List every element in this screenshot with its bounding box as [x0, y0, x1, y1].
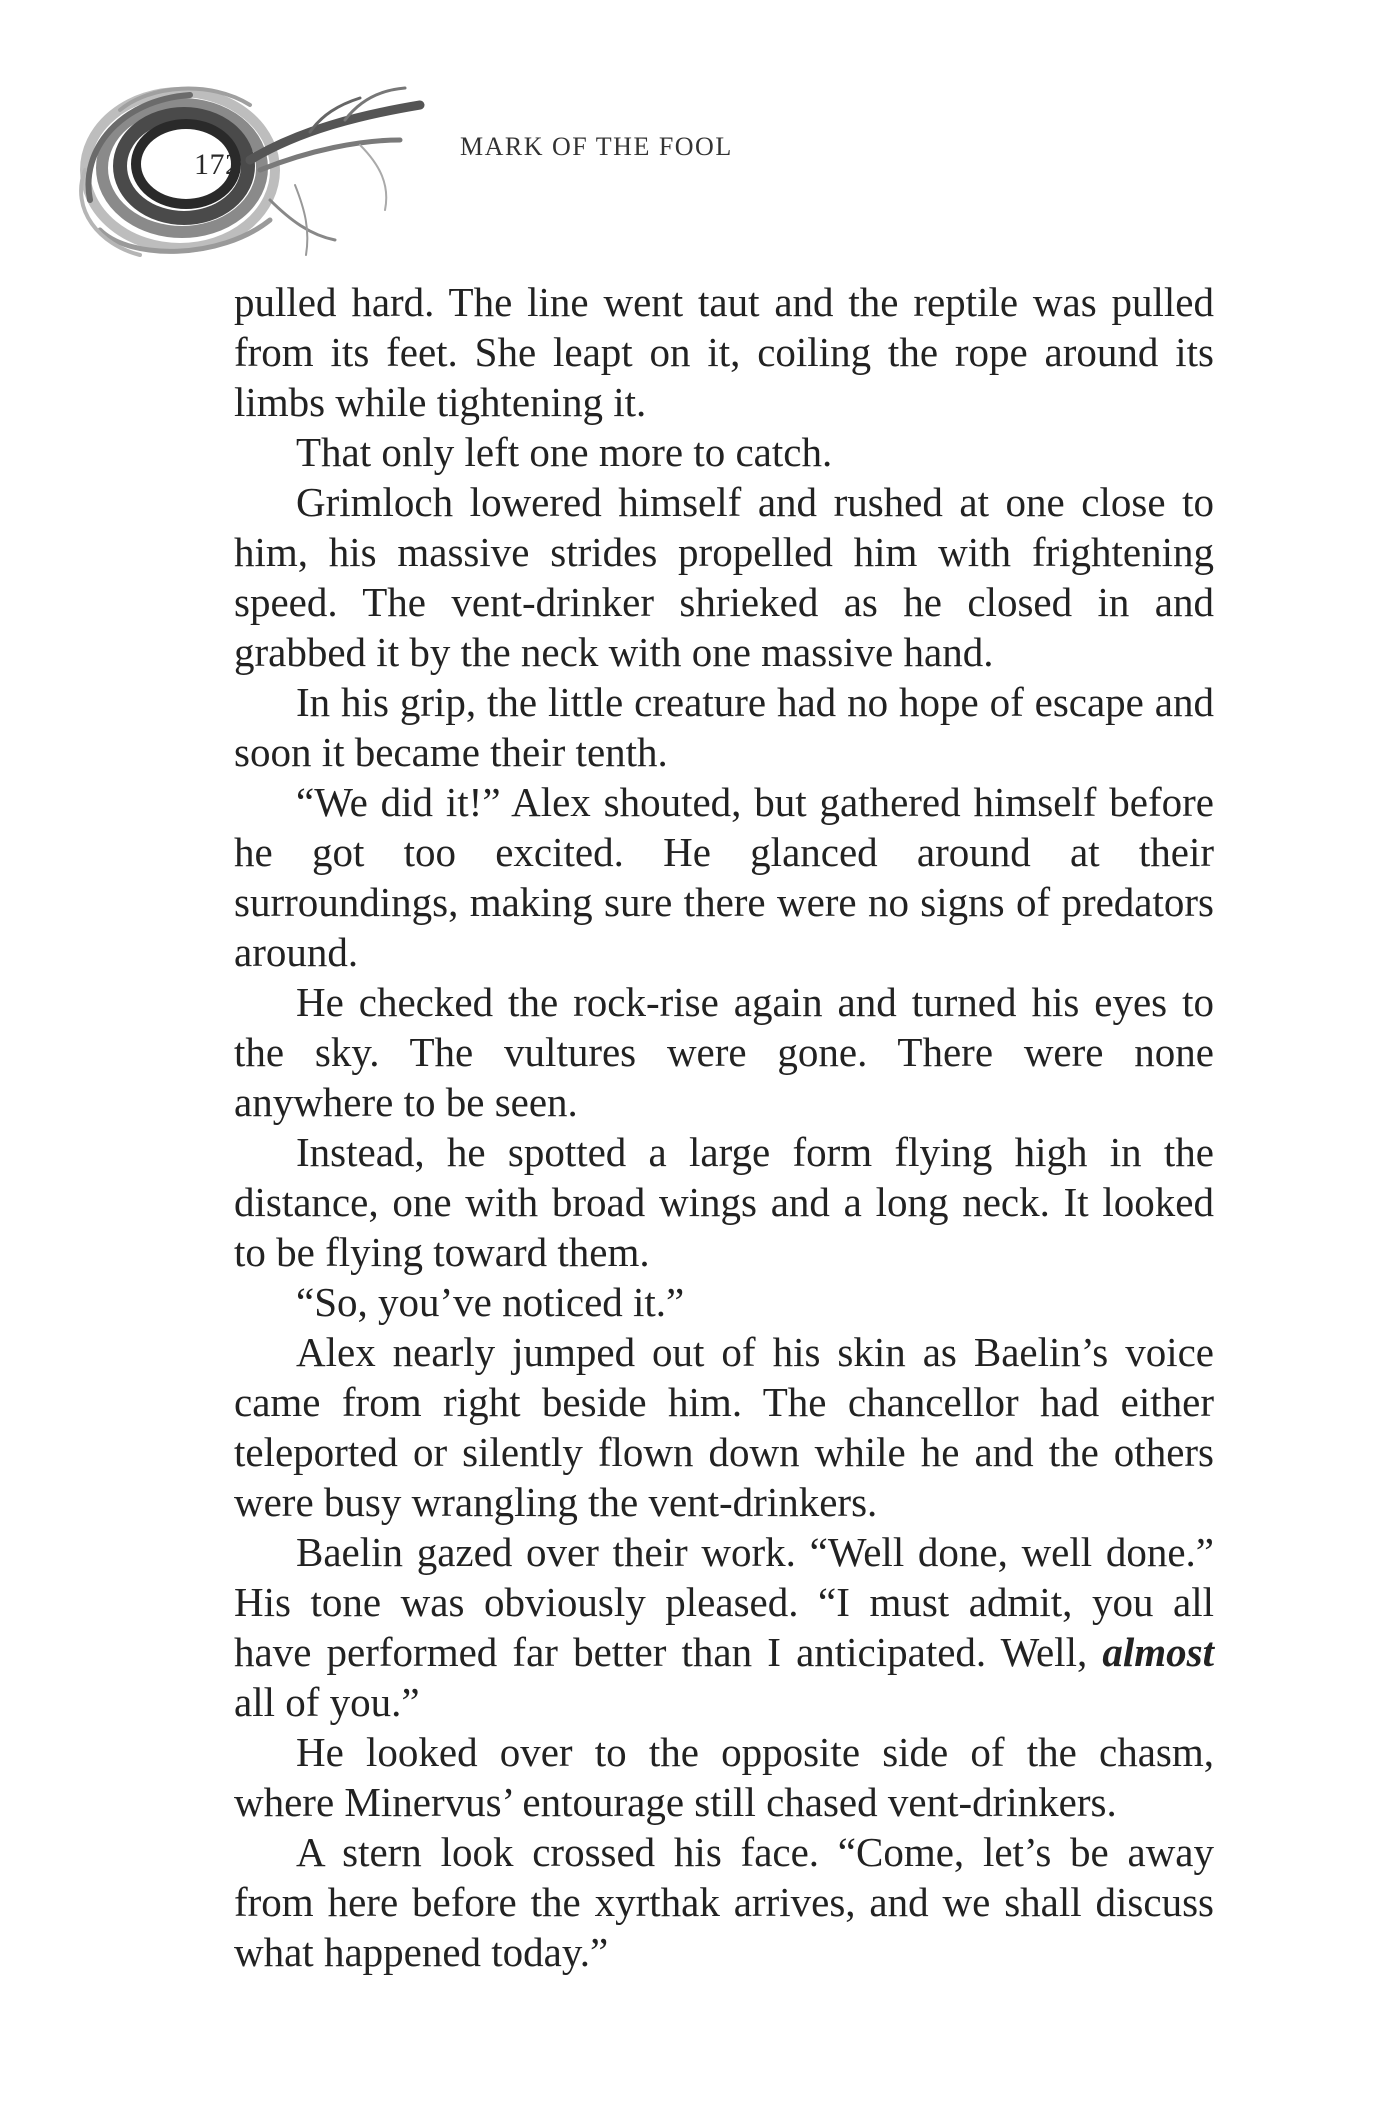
paragraph-text: Baelin gazed over their work. “Well done, well done.” His tone was obviously pleased. “I must admit, you all have performed far better than I anticipated. Well,: [234, 1529, 1214, 1675]
page-header: [0, 0, 1400, 280]
running-head: MARK OF THE FOOL: [460, 132, 733, 161]
swirling-vortex-ornament-icon: [60, 70, 440, 270]
paragraph-text: all of you.”: [234, 1679, 420, 1725]
paragraph: He looked over to the opposite side of the chasm, where Minervus’ entourage still chased vent-drinkers.: [234, 1729, 1214, 1825]
paragraph: In his grip, the little creature had no hope of escape and soon it became their tenth.: [234, 679, 1214, 775]
paragraph: “So, you’ve noticed it.”: [296, 1279, 685, 1325]
paragraph: pulled hard. The line went taut and the reptile was pulled from its feet. She leapt on it, coiling the rope around its limbs while tightening it.: [234, 279, 1214, 425]
paragraph: He checked the rock-rise again and turned his eyes to the sky. The vultures were gone. There were none anywhere to be seen.: [234, 979, 1214, 1125]
paragraph: Grimloch lowered himself and rushed at one close to him, his massive strides propelled him with frightening speed. The vent-drinker shrieked as he closed in and grabbed it by the neck with one massive hand.: [234, 479, 1214, 675]
paragraph: “We did it!” Alex shouted, but gathered himself before he got too excited. He glanced around at their surroundings, making sure there were no signs of predators around.: [234, 779, 1214, 975]
emphasis-text: almost: [1102, 1629, 1214, 1675]
paragraph: A stern look crossed his face. “Come, let’s be away from here before the xyrthak arrives, and we shall discuss what happened today.”: [234, 1829, 1214, 1975]
page-number: 172: [194, 148, 241, 181]
paragraph-with-emphasis: [234, 1527, 1214, 1727]
body-text: [234, 277, 1214, 1977]
paragraph: Alex nearly jumped out of his skin as Baelin’s voice came from right beside him. The chancellor had either teleported or silently flown down while he and the others were busy wrangling the vent-drinkers.: [234, 1329, 1214, 1525]
paragraph: That only left one more to catch.: [296, 429, 833, 475]
paragraph: Instead, he spotted a large form flying high in the distance, one with broad wings and a long neck. It looked to be flying toward them.: [234, 1129, 1214, 1275]
